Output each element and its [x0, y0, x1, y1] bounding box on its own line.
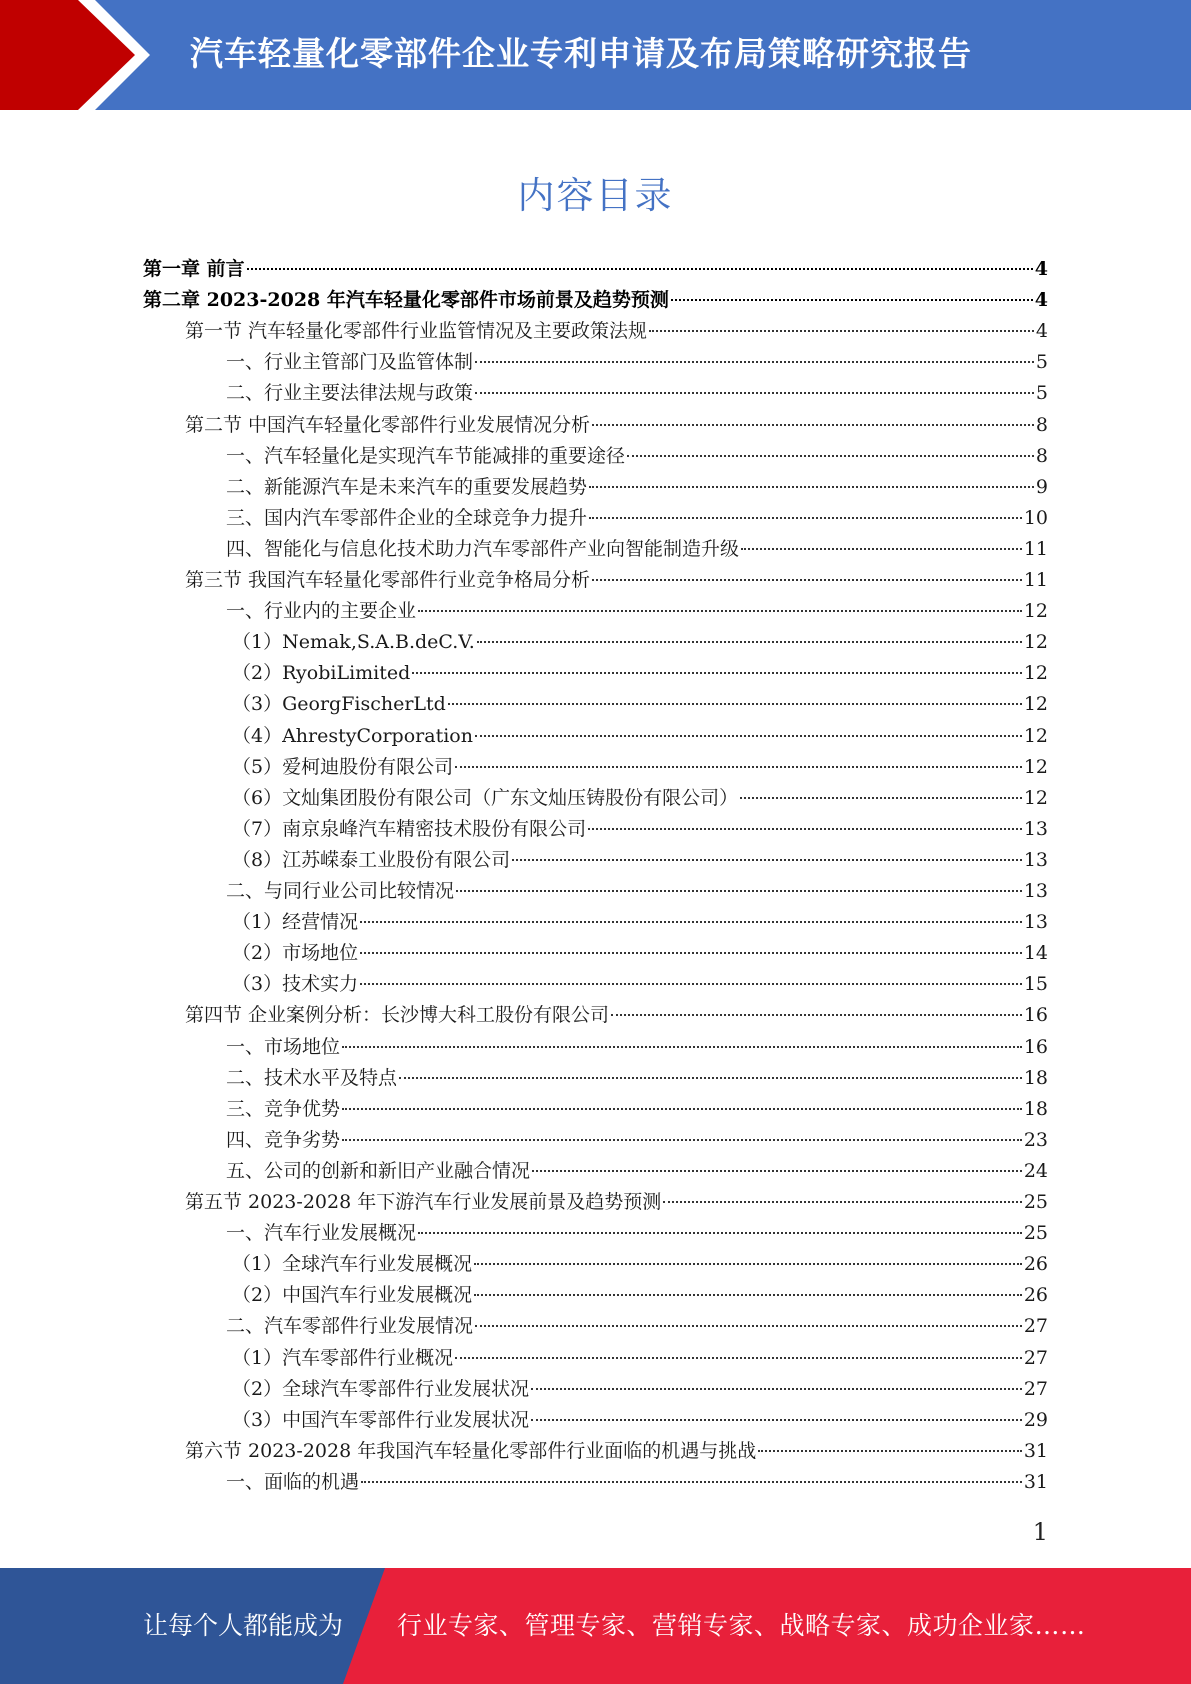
toc-leader-dots	[592, 424, 1034, 426]
toc-entry-title: （1）经营情况	[232, 911, 359, 934]
toc-leader-dots	[475, 735, 1022, 737]
toc-entry-page: 9	[1035, 475, 1048, 498]
toc-entry[interactable]	[232, 938, 1048, 969]
toc-entry-page: 26	[1023, 1253, 1048, 1276]
toc-title: 内容目录	[517, 174, 674, 217]
toc-leader-dots	[474, 1294, 1022, 1296]
toc-leader-dots	[418, 1232, 1022, 1234]
toc-entry-title: 第三节 我国汽车轻量化零部件行业竞争格局分析	[185, 569, 591, 591]
toc-entry-title: 二、新能源汽车是未来汽车的重要发展趋势	[226, 475, 588, 498]
toc-entry[interactable]	[232, 627, 1048, 658]
toc-entry[interactable]	[232, 1280, 1048, 1311]
toc-leader-dots	[455, 766, 1022, 768]
toc-entry[interactable]	[232, 721, 1048, 752]
toc-entry-page: 12	[1023, 786, 1048, 809]
toc-entry[interactable]	[185, 565, 1048, 596]
toc-entry-page: 14	[1023, 942, 1048, 965]
toc-leader-dots	[342, 1139, 1022, 1141]
toc-entry-page: 11	[1023, 537, 1048, 560]
toc-leader-dots	[589, 486, 1034, 488]
toc-entry-page: 12	[1023, 662, 1048, 685]
toc-entry-title: 第一节 汽车轻量化零部件行业监管情况及主要政策法规	[185, 320, 648, 343]
toc-leader-dots	[477, 641, 1022, 643]
toc-leader-dots	[627, 455, 1034, 457]
toc-entry-page: 12	[1023, 600, 1048, 623]
toc-leader-dots	[741, 548, 1022, 550]
toc-entry[interactable]	[226, 1156, 1048, 1187]
toc-entry-page: 26	[1023, 1284, 1048, 1307]
toc-entry-title: （3）技术实力	[232, 973, 359, 996]
toc-entry-title: （1）汽车零部件行业概况	[232, 1346, 454, 1369]
toc-entry[interactable]	[232, 1374, 1048, 1405]
toc-entry-title: 一、市场地位	[226, 1035, 341, 1058]
toc-entry-page: 13	[1023, 911, 1048, 934]
toc-leader-dots	[361, 1481, 1022, 1483]
toc-entry-page: 12	[1023, 724, 1048, 747]
toc-leader-dots	[592, 579, 1022, 581]
toc-entry[interactable]	[226, 441, 1048, 472]
toc-entry-page: 16	[1023, 1004, 1048, 1027]
toc-leader-dots	[531, 1419, 1022, 1421]
toc-leader-dots	[740, 797, 1022, 799]
toc-entry[interactable]	[185, 1436, 1048, 1467]
toc-entry-title: （2）中国汽车行业发展概况	[232, 1284, 473, 1307]
footer-slogan-right: 行业专家、管理专家、营销专家、战略专家、成功企业家……	[397, 1611, 1086, 1640]
toc-entry-page: 4	[1034, 258, 1048, 280]
footer-slogan-left: 让每个人都能成为	[143, 1611, 344, 1640]
toc-leader-dots	[455, 1357, 1022, 1359]
toc-leader-dots	[456, 890, 1022, 892]
toc-leader-dots	[412, 672, 1022, 674]
toc-leader-dots	[475, 1325, 1022, 1327]
toc-entry[interactable]	[232, 1405, 1048, 1436]
toc-entry-page: 10	[1023, 506, 1048, 529]
toc-leader-dots	[475, 392, 1034, 394]
toc-entry[interactable]	[226, 472, 1048, 503]
toc-entry-page: 8	[1035, 413, 1048, 436]
toc-entry[interactable]	[226, 596, 1048, 627]
toc-entry-page: 18	[1023, 1097, 1048, 1120]
toc-entry-title: 一、行业内的主要企业	[226, 600, 417, 623]
toc-entry-page: 16	[1023, 1035, 1048, 1058]
toc-entry[interactable]	[226, 1032, 1048, 1063]
toc-entry-page: 13	[1023, 880, 1048, 902]
toc-leader-dots	[399, 1077, 1022, 1079]
toc-entry-title: 二、技术水平及特点	[226, 1066, 398, 1089]
toc-entry-title: 三、竞争优势	[226, 1097, 341, 1120]
toc-entry-page: 18	[1023, 1066, 1048, 1089]
toc-entry-page: 23	[1023, 1128, 1048, 1151]
toc-entry[interactable]	[226, 378, 1048, 409]
toc-leader-dots	[663, 1201, 1022, 1203]
toc-entry[interactable]	[232, 969, 1048, 1000]
toc-entry-page: 25	[1023, 1191, 1048, 1213]
toc-leader-dots	[589, 517, 1022, 519]
toc-leader-dots	[418, 610, 1022, 612]
toc-entry-title: （3）GeorgFischerLtd	[232, 693, 446, 716]
toc-entry-page: 12	[1023, 755, 1048, 778]
toc-entry-page: 13	[1023, 848, 1048, 871]
toc-entry-title: （1）Nemak,S.A.B.deC.V.	[232, 631, 475, 654]
footer-banner	[0, 1568, 1191, 1684]
toc-entry-page: 31	[1023, 1439, 1048, 1462]
toc-leader-dots	[448, 703, 1022, 705]
toc-entry-page: 12	[1023, 693, 1048, 716]
toc-entry-page: 12	[1023, 631, 1048, 654]
toc-leader-dots	[588, 828, 1022, 830]
toc-entry-title: 二、行业主要法律法规与政策	[226, 382, 474, 405]
toc-leader-dots	[671, 299, 1033, 301]
toc-entry[interactable]	[232, 1249, 1048, 1280]
toc-entry-page: 25	[1023, 1222, 1048, 1245]
toc-leader-dots	[342, 1046, 1022, 1048]
toc-leader-dots	[531, 1388, 1022, 1390]
toc-entry-page: 4	[1034, 289, 1048, 312]
toc-entry[interactable]	[226, 1063, 1048, 1094]
toc-entry-title: （4）AhrestyCorporation	[232, 724, 473, 747]
toc-entry[interactable]	[232, 752, 1048, 783]
toc-entry[interactable]	[226, 876, 1048, 907]
toc-entry[interactable]	[226, 1218, 1048, 1249]
toc-entry[interactable]	[226, 1467, 1048, 1498]
toc-leader-dots	[342, 1108, 1022, 1110]
toc-entry[interactable]	[226, 347, 1048, 378]
toc-entry-title: 第六节 2023-2028 年我国汽车轻量化零部件行业面临的机遇与挑战	[185, 1439, 757, 1462]
toc-entry-page: 29	[1023, 1408, 1048, 1431]
toc-entry-title: 一、汽车行业发展概况	[226, 1222, 417, 1245]
toc-entry-page: 11	[1023, 569, 1048, 591]
toc-entry[interactable]	[232, 689, 1048, 720]
page-number: 1	[1032, 1518, 1048, 1546]
toc-entry-title: 一、汽车轻量化是实现汽车节能减排的重要途径	[226, 444, 626, 467]
toc-entry-title: （6）文灿集团股份有限公司（广东文灿压铸股份有限公司）	[232, 786, 739, 809]
toc-entry[interactable]	[226, 503, 1048, 534]
toc-entry-page: 13	[1023, 817, 1048, 840]
toc-entry[interactable]	[226, 1094, 1048, 1125]
toc-leader-dots	[611, 1014, 1022, 1016]
toc-entry[interactable]	[185, 316, 1048, 347]
toc-entry-title: （5）爱柯迪股份有限公司	[232, 755, 454, 778]
toc-entry-title: 四、智能化与信息化技术助力汽车零部件产业向智能制造升级	[226, 537, 740, 560]
toc-leader-dots	[649, 330, 1034, 332]
toc-entry[interactable]	[185, 1187, 1048, 1218]
toc-entry-title: 二、汽车零部件行业发展情况	[226, 1315, 474, 1338]
toc-entry-page: 5	[1035, 351, 1048, 374]
toc-entry-title: 三、国内汽车零部件企业的全球竞争力提升	[226, 506, 588, 529]
toc-entry-page: 27	[1023, 1377, 1048, 1400]
toc-leader-dots	[474, 1263, 1022, 1265]
toc-entry-page: 27	[1023, 1346, 1048, 1369]
toc-entry[interactable]	[232, 907, 1048, 938]
toc-entry[interactable]	[232, 783, 1048, 814]
toc-entry[interactable]	[226, 534, 1048, 565]
toc-entry-title: 第五节 2023-2028 年下游汽车行业发展前景及趋势预测	[185, 1191, 662, 1213]
toc-entry-page: 15	[1023, 973, 1048, 996]
toc-entry-title: 一、面临的机遇	[226, 1470, 360, 1493]
toc-leader-dots	[512, 859, 1022, 861]
toc-entry-title: （8）江苏嵘泰工业股份有限公司	[232, 848, 511, 871]
toc-entry-title: 五、公司的创新和新旧产业融合情况	[226, 1159, 531, 1182]
toc-entry[interactable]	[226, 1125, 1048, 1156]
toc-entry-page: 24	[1023, 1159, 1048, 1182]
toc-entry-title: （1）全球汽车行业发展概况	[232, 1253, 473, 1276]
toc-entry-title: 一、行业主管部门及监管体制	[226, 351, 474, 374]
toc-entry-title: （2）市场地位	[232, 942, 359, 965]
toc-entry-page: 8	[1035, 444, 1048, 467]
toc-entry-title: 四、竞争劣势	[226, 1128, 341, 1151]
toc-leader-dots	[360, 952, 1022, 954]
toc-entry-title: 二、与同行业公司比较情况	[226, 880, 455, 902]
toc-leader-dots	[758, 1450, 1022, 1452]
toc-entry-title: （7）南京泉峰汽车精密技术股份有限公司	[232, 817, 587, 840]
toc-entry-title: 第二节 中国汽车轻量化零部件行业发展情况分析	[185, 413, 591, 436]
toc-entry[interactable]	[185, 410, 1048, 441]
toc-entry[interactable]	[232, 658, 1048, 689]
toc-entry[interactable]	[232, 1343, 1048, 1374]
toc-leader-dots	[475, 361, 1034, 363]
toc-entry-page: 27	[1023, 1315, 1048, 1338]
toc-entry-page: 5	[1035, 382, 1048, 405]
toc-entry-page: 4	[1035, 320, 1048, 343]
toc-entry[interactable]	[226, 1311, 1048, 1342]
toc-entry[interactable]	[143, 254, 1048, 285]
toc-entry-title: 第二章 2023-2028 年汽车轻量化零部件市场前景及趋势预测	[143, 289, 669, 312]
toc-leader-dots	[360, 921, 1022, 923]
header-banner	[0, 0, 1191, 110]
toc-entry-title: （3）中国汽车零部件行业发展状况	[232, 1408, 530, 1431]
toc-entry[interactable]	[185, 1000, 1048, 1031]
toc-entry[interactable]	[143, 285, 1048, 316]
toc-entry-title: （2）RyobiLimited	[232, 662, 411, 685]
toc-entry-title: 第四节 企业案例分析：长沙博大科工股份有限公司	[185, 1004, 610, 1027]
toc-leader-dots	[532, 1170, 1022, 1172]
toc-leader-dots	[360, 983, 1022, 985]
report-title: 汽车轻量化零部件企业专利申请及布局策略研究报告	[190, 34, 972, 73]
toc-entry-page: 31	[1023, 1470, 1048, 1493]
toc-entry[interactable]	[232, 814, 1048, 845]
toc-entry-title: （2）全球汽车零部件行业发展状况	[232, 1377, 530, 1400]
toc-entry[interactable]	[232, 845, 1048, 876]
toc-entry-title: 第一章 前言	[143, 258, 245, 280]
toc-leader-dots	[247, 268, 1033, 270]
